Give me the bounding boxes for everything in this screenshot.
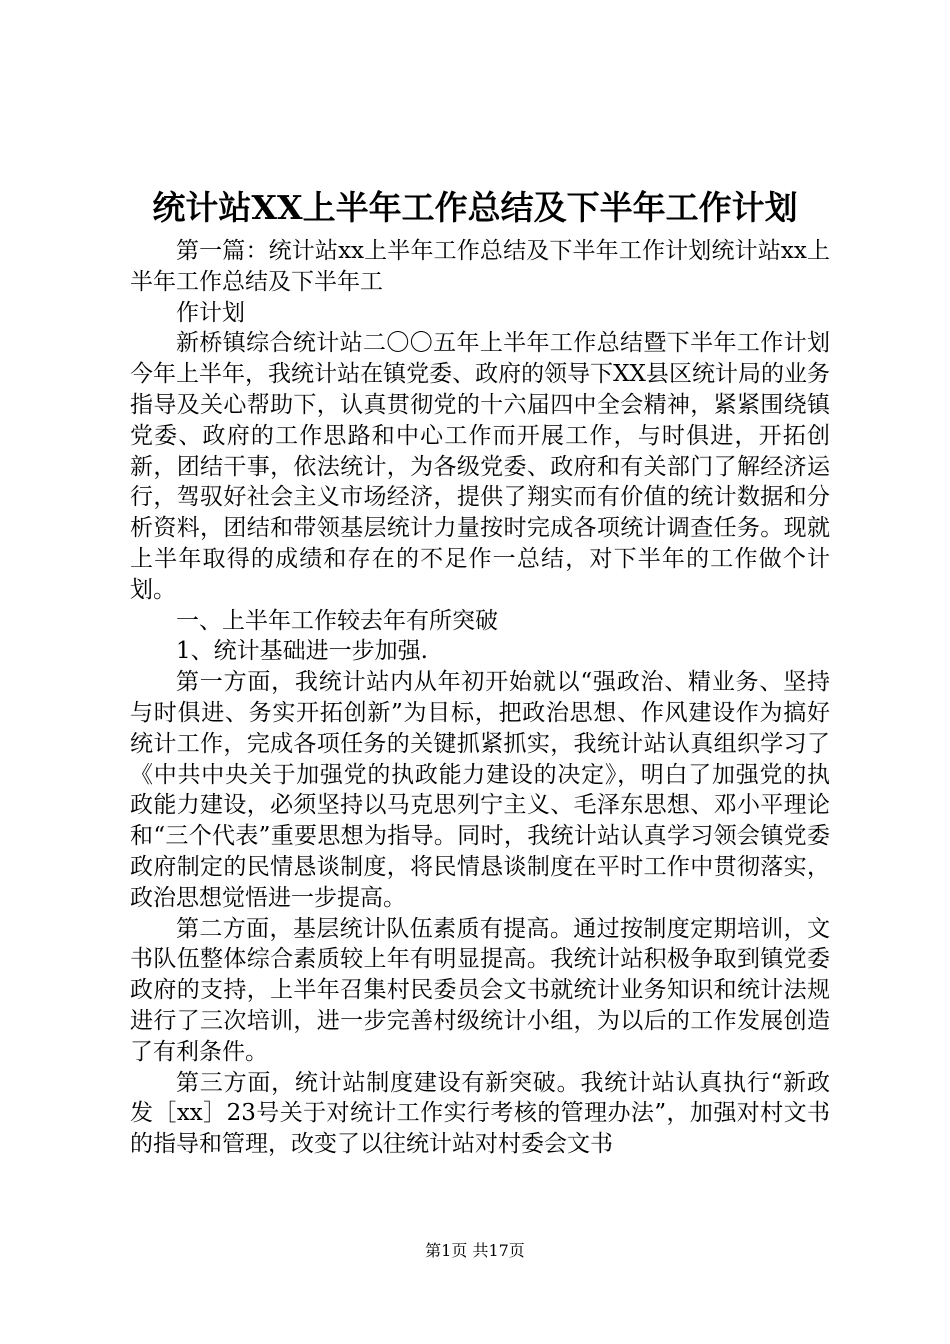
document-body bbox=[130, 236, 830, 1160]
document-title: 统计站XX上半年工作总结及下半年工作计划 bbox=[152, 188, 798, 227]
paragraph-intro: 第一篇：统计站xx上半年工作总结及下半年工作计划统计站xx上半年工作总结及下半年工 bbox=[130, 238, 830, 295]
subsection-heading-1: 1、统计基础进一步加强. bbox=[176, 638, 428, 665]
page-footer: 第1页 共17页 bbox=[425, 1241, 525, 1260]
paragraph-first-aspect: 第一方面，我统计站内从年初开始就以“强政治、精业务、坚持与时俱进、务实开拓创新”为目标，把政治思想、作风建设作为搞好统计工作，完成各项任务的关键抓紧抓实，我统计站认真组织学习了《中共中央关于加强党的执政能力建设的决定》，明白了加强党的执政能力建设，必须坚持以马克思列宁主义、毛泽东思想、邓小平理论和“三个代表”重要思想为指导。同时，我统计站认真学习领会镇党委政府制定的民情恳谈制度，将民情恳谈制度在平时工作中贯彻落实，政治思想觉悟进一步提高。 bbox=[130, 669, 830, 911]
paragraph-summary: 新桥镇综合统计站二〇〇五年上半年工作总结暨下半年工作计划今年上半年，我统计站在镇党委、政府的领导下XX县区统计局的业务指导及关心帮助下，认真贯彻党的十六届四中全会精神，紧紧围绕镇党委、政府的工作思路和中心工作而开展工作，与时俱进，开拓创新，团结干事，依法统计，为各级党委、政府和有关部门了解经济运行，驾驭好社会主义市场经济，提供了翔实而有价值的统计数据和分析资料，团结和带领基层统计力量按时完成各项统计调查任务。现就上半年取得的成绩和存在的不足作一总结，对下半年的工作做个计划。 bbox=[130, 330, 830, 603]
section-heading-1: 一、上半年工作较去年有所突破 bbox=[176, 607, 498, 634]
paragraph-second-aspect: 第二方面，基层统计队伍素质有提高。通过按制度定期培训，文书队伍整体综合素质较上年有明显提高。我统计站积极争取到镇党委政府的支持，上半年召集村民委员会文书就统计业务知识和统计法规进行了三次培训，进一步完善村级统计小组，为以后的工作发展创造了有利条件。 bbox=[130, 915, 830, 1065]
paragraph-third-aspect: 第三方面，统计站制度建设有新突破。我统计站认真执行“新政发［xx］23号关于对统计工作实行考核的管理办法”，加强对村文书的指导和管理，改变了以往统计站对村委会文书 bbox=[130, 1069, 830, 1158]
paragraph-intro-continued: 作计划 bbox=[176, 299, 245, 326]
